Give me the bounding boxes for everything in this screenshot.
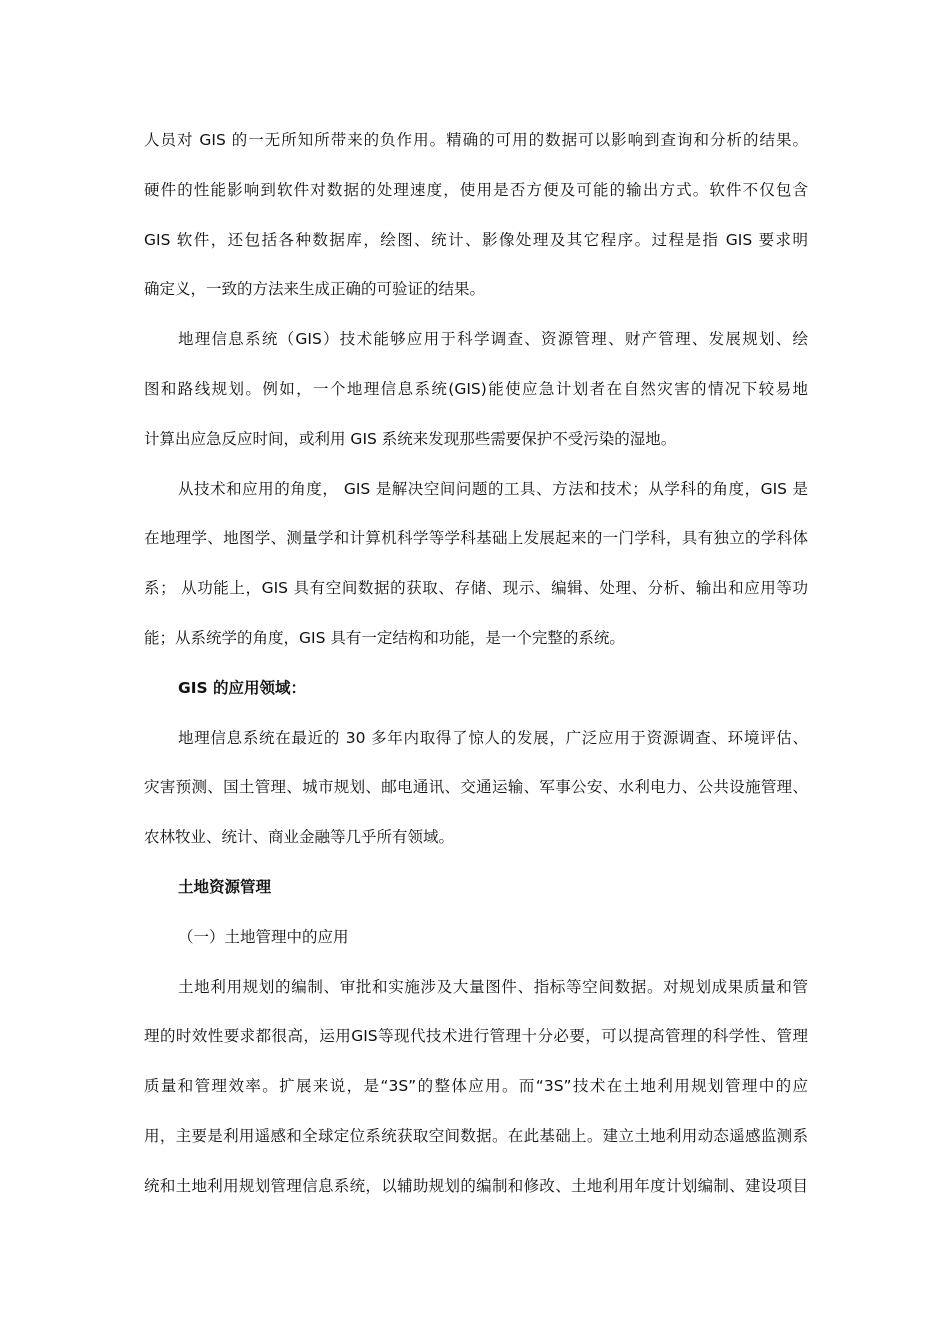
paragraph-line: 理的时效性要求都很高，运用GIS等现代技术进行管理十分必要，可以提高管理的科学性、管理 [144,1027,808,1045]
paragraph-line: 灾害预测、国土管理、城市规划、邮电通讯、交通运输、军事公安、水利电力、公共设施管理、 [144,778,808,796]
paragraph-line: 土地利用规划的编制、审批和实施涉及大量图件、指标等空间数据。对规划成果质量和管 [178,978,808,996]
paragraph-line: 系； 从功能上，GIS 具有空间数据的获取、存储、现示、编辑、处理、分析、输出和应用等功 [144,579,808,597]
paragraph-line: 计算出应急反应时间，或利用 GIS 系统来发现那些需要保护不受污染的湿地。 [144,430,677,448]
paragraph-line: 硬件的性能影响到软件对数据的处理速度，使用是否方便及可能的输出方式。软件不仅包含 [144,181,808,199]
section-heading: GIS 的应用领域： [178,679,307,697]
paragraph-line: 确定义，一致的方法来生成正确的可验证的结果。 [144,280,486,298]
paragraph-line: 农林牧业、统计、商业金融等几乎所有领域。 [144,828,455,846]
paragraph-line: 统和土地利用规划管理信息系统，以辅助规划的编制和修改、土地利用年度计划编制、建设项目 [144,1177,808,1195]
paragraph-line: 地理信息系统在最近的 30 多年内取得了惊人的发展，广泛应用于资源调查、环境评估、 [178,729,808,747]
paragraph-line: 用，主要是利用遥感和全球定位系统获取空间数据。在此基础上。建立土地利用动态遥感监测系 [144,1127,808,1145]
paragraph-line: GIS 软件，还包括各种数据库，绘图、统计、影像处理及其它程序。过程是指 GIS 要求明 [144,231,808,249]
paragraph-line: 图和路线规划。例如，一个地理信息系统(GIS)能使应急计划者在自然灾害的情况下较易地 [144,380,808,398]
paragraph-line: 能；从系统学的角度，GIS 具有一定结构和功能，是一个完整的系统。 [144,629,625,647]
subsection-heading: （一）土地管理中的应用 [178,928,349,946]
paragraph-line: 从技术和应用的角度， GIS 是解决空间问题的工具、方法和技术；从学科的角度，GIS 是 [178,480,808,498]
paragraph-line: 地理信息系统（GIS）技术能够应用于科学调查、资源管理、财产管理、发展规划、绘 [178,330,808,348]
paragraph-line: 在地理学、地图学、测量学和计算机科学等学科基础上发展起来的一门学科，具有独立的学科体 [144,529,808,547]
section-heading: 土地资源管理 [178,878,272,896]
paragraph-line: 人员对 GIS 的一无所知所带来的负作用。精确的可用的数据可以影响到查询和分析的结果。 [144,131,808,149]
paragraph-line: 质量和管理效率。扩展来说，是“3S”的整体应用。而“3S”技术在土地利用规划管理中的应 [144,1077,808,1095]
